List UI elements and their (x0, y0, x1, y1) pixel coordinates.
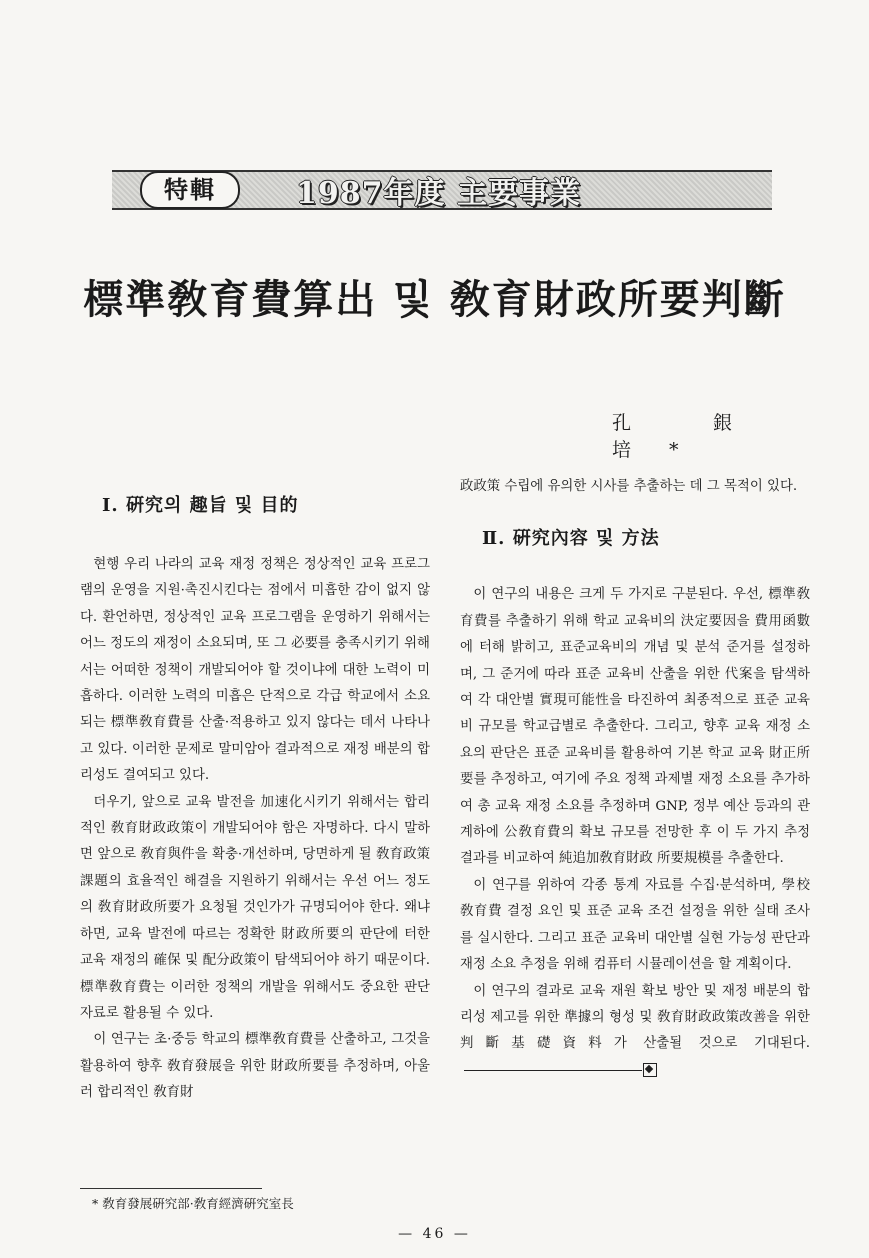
banner-title: 1987年度 主要事業 (296, 176, 581, 211)
paragraph-final (460, 979, 810, 1085)
paragraph: 현행 우리 나라의 교육 재정 정책은 정상적인 교육 프로그램의 운영을 지원·촉진시킨다는 점에서 미흡한 감이 없지 않다. 환언하면, 정상적인 교육 프로그램을 운영하기 위해서는 어느 정도의 재정이 소요되며, 또 그 必要를 충족시키기 위해서는 어떠한 정책이 개발되어야 할 것이냐에 대한 노력이 미흡하다. 이러한 노력의 미흡은 단적으로 각급 학교에서 소요되는 標準敎育費를 산출·적용하고 있지 않다는 데서 나타나고 있다. 이러한 문제로 말미암아 결과적으로 재정 배분의 합리성도 결여되고 있다. (80, 557, 430, 784)
right-column (460, 474, 810, 1084)
banner-tag: 特輯 (140, 171, 240, 209)
article-title: 標準敎育費算出 및 敎育財政所要判斷 (83, 276, 786, 323)
left-column (80, 474, 430, 1107)
author-name: 孔 銀 培* (612, 412, 771, 461)
paragraph-text: 이 연구의 결과로 교육 재원 확보 방안 및 재정 배분의 합리성 제고를 위한 準據의 형성 및 敎育財政政策改善을 위한 判斷基礎資料가 산출될 것으로 기대된다. (460, 983, 810, 1052)
end-mark-icon (643, 1063, 657, 1077)
end-rule (464, 1070, 642, 1071)
paragraph: 더우기, 앞으로 교육 발전을 加速化시키기 위해서는 합리적인 敎育財政政策이 개발되어야 함은 자명하다. 다시 말하면 앞으로 敎育與件을 확충·개선하며, 당면하게 될 敎育政策課題의 효율적인 해결을 지원하기 위해서는 우선 어느 정도의 敎育財政所要가 요청될 것인가가 규명되어야 한다. 왜냐하면, 교육 발전에 따르는 정확한 財政所要의 판단에 터한 교육 재정의 確保 및 配分政策이 탐색되어야 하기 때문이다. 標準敎育費는 이러한 정책의 개발을 위해서도 중요한 판단 자료로 활용될 수 있다. (80, 794, 430, 1021)
paragraph: 이 연구의 내용은 크게 두 가지로 구분된다. 우선, 標準敎育費를 추출하기 위해 학교 교육비의 決定要因을 費用函數에 터해 밝히고, 표준교육비의 개념 및 분석 준거를 설정하며, 그 준거에 따라 표준 교육비 산출을 위한 代案을 탐색하여 각 대안별 實現可能性을 타진하여 최종적으로 표준 교육비 규모를 학교급별로 추출한다. 그리고, 향후 교육 재정 소요의 판단은 표준 교육비를 활용하여 기본 학교 교육 財正所要를 추정하고, 여기에 주요 정책 과제별 재정 소요를 추가하여 총 교육 재정 소요를 추정하며 GNP, 정부 예산 등과의 관계하에 公敎育費의 확보 규모를 전망한 후 이 두 가지 추정 결과를 비교하여 純追加敎育財政 所要規模를 추출한다. (460, 587, 810, 867)
footnote-divider (80, 1188, 262, 1189)
footnote: * 敎育發展硏究部·敎育經濟硏究室長 (92, 1196, 294, 1211)
feature-banner (112, 170, 772, 210)
paragraph: 이 연구는 초·중등 학교의 標準敎育費를 산출하고, 그것을 활용하여 향후 敎育發展을 위한 財政所要를 추정하며, 아울러 합리적인 敎育財 (80, 1032, 430, 1101)
page-number: — 46 — (398, 1226, 471, 1242)
paragraph: 이 연구를 위하여 각종 통계 자료를 수집·분석하며, 學校敎育費 결정 요인 및 표준 교육 조건 설정을 위한 실태 조사를 실시한다. 그리고 표준 교육비 대안별 실현 가능성 판단과 재정 소요 추정을 위해 컴퓨터 시뮬레이션을 할 계획이다. (460, 877, 810, 973)
section-heading-1: Ⅰ. 硏究의 趣旨 및 目的 (102, 495, 299, 516)
section-heading-2: Ⅱ. 硏究內容 및 方法 (482, 528, 660, 550)
paragraph-continuation: 政政策 수립에 유의한 시사를 추출하는 데 그 목적이 있다. (460, 479, 798, 494)
